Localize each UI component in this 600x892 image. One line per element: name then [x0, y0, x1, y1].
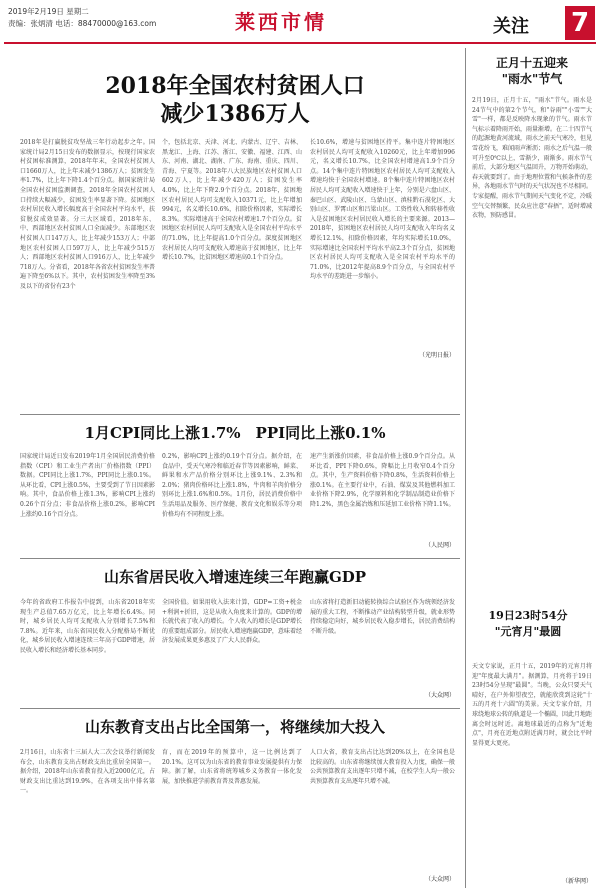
- income-headline: 山东省居民收入增速连续三年跑赢GDP: [103, 568, 367, 586]
- page-number: 7: [565, 6, 595, 40]
- income-col1: 今年的省政府工作报告中提到，山东省2018年实现生产总值7.65万亿元，比上年增长6.4%。同时，城乡居民人均可支配收入分别增长7.5%和7.8%。近年来，山东省国民收入分配格局不断优化，城乡居民收入增速连续三年高于GDP增速，居民收入增长和经济增长基本同步。: [20, 599, 155, 654]
- poverty-col1: 2018年是打赢脱贫攻坚战三年行动起步之年。国家统计局2月15日发布的数据显示，按现行国家农村贫困标准测算，2018年年末，全国农村贫困人口1660万人，比上年末减少1386万人；贫困发生率1.7%，比上年下降1.4个百分点。据国家统计局全国农村贫困监测调查，2018年全国农村贫困人口持续大幅减少，贫困发生率显著下降。贫困地区农村居民收入增长幅度高于全国农村平均水平，扶贫脱贫成效显著。分三大区域看，2018年东、中、西部地区农村贫困人口全面减少。东部地区农村贫困人口147万人，比上年减少153万人；中部地区农村贫困人口597万人，比上年减少515万人；西部地区农村贫困人口916万人，比上年减少718万人。分省看，2018年各省农村贫困发生率普遍下降至6%以下。其中，农村贫困发生率降至3%及以下的省份有23个: [20, 139, 155, 290]
- income-col3: 山东省将打造新旧动能转换综合试验区作为统领经济发展的重大工程，不断推动产业结构转型升级，就业形势持续稳定向好，城乡居民收入稳步增长，居民消费结构不断升级。: [310, 599, 455, 635]
- masthead: 莱西市情: [235, 10, 327, 34]
- edu-source: （大众网）: [424, 876, 455, 883]
- editor-info: 责编：张炳清 电话：88470000@163.com: [8, 19, 157, 28]
- rain-headline-line1: 正月十五迎来: [495, 56, 568, 70]
- cpi-col1: 国家统计局近日发布2019年1月全国居民消费价格指数（CPI）和工业生产者出厂价格指数（PPI）数据。CPI同比上涨1.7%，PPI同比上涨0.1%。从环比看，CPI上涨0.5%，主要受到了节日因素影响。其中，食品价格上涨1.3%，影响CPI上涨约0.26个百分点；非食品价格上涨0.2%，影响CPI上涨约0.16个百分点。: [20, 453, 155, 518]
- rain-body: 2月19日，正月十五，"雨水"节气。雨水是24节气中的第2个节气，和"谷雨""小雪""大雪"一样，都是反映降水现象的节气。雨水节气标示着降雨开始，雨量渐增。在二十四节气的起源地黄河流域，雨水之前天气寒冷，但见雪花纷飞，难闻雨声淅沥；雨水之后气温一般可升至0℃以上，雪渐少，雨渐多。雨水节气前后，大部分地区气温回升，万物开始萌动，春天就要到了。由于地理位置和气候条件的差异，各地雨水节气时的天气状况也不尽相同。专家提醒，雨水节气期间天气变化不定，冷暖空气交替频繁，民众应注意"春捂"，适时增减衣物，预防感冒。: [472, 97, 592, 220]
- poverty-source: （光明日报）: [418, 352, 455, 359]
- moon-headline-line1: 19日23时54分: [488, 609, 568, 622]
- edu-col3: 人口大省，教育支出占比达到20%以上，在全国也是比较高的。山东省将继续加大教育投入力度，确保一般公共预算教育支出逐年只增不减，在校学生人均一般公共预算教育支出逐年只增不减。: [310, 749, 455, 785]
- moon-headline-line2: "元宵月"最圆: [494, 625, 562, 638]
- section-title: 关注: [493, 16, 529, 37]
- header-rule: [4, 42, 596, 44]
- poverty-col2: 个，包括北京、天津、河北、内蒙古、辽宁、吉林、黑龙江、上海、江苏、浙江、安徽、福建、江西、山东、河南、湖北、湖南、广东、海南、重庆、四川、青海、宁夏等。2018年八大民族地区农村贫困人口602万人，比上年减少420万人；贫困发生率4.0%，比上年下降2.9个百分点。2018年，贫困地区农村居民人均可支配收入10371元，比上年增加994元，名义增长10.6%，扣除价格因素，实际增长8.3%。实际增速高于全国农村增速1.7个百分点。贫困地区农村居民人均可支配收入是全国农村平均水平的71.0%，比上年提高1.0个百分点。深度贫困地区农村居民人均可支配收入增速高于贫困地区，比上年增长10.7%，比贫困地区增速高0.1个百分点。: [162, 139, 302, 262]
- section-rule: [20, 414, 460, 415]
- income-col2: 全国价值。如果用收入法来计算，GDP=工资+税金+利润+折旧，这是从收入角度来计算的。GDP的增长就代表了收入的增长。个人收入的增长是GDP增长的重要组成部分。居民收入增速跑赢GDP，意味着经济发展成果更多惠及了广大人民群众。: [162, 599, 302, 645]
- cpi-source: （人民网）: [424, 542, 455, 549]
- edu-col1: 2月16日，山东省十三届人大二次会议举行新闻发布会，山东教育支出占财政支出比重居全国第一。据介绍，2018年山东省教育投入近2000亿元，占财政支出比重达到19.9%，在各项支出中排名第一。: [20, 749, 155, 795]
- issue-date: 2019年2月19日 星期二: [8, 7, 89, 16]
- section-rule: [20, 708, 460, 709]
- rain-headline-line2: "雨水"节气: [501, 72, 563, 86]
- moon-body: 天文专家说，正月十五，2019年的元宵月将迎"年度最大满月"。据测算，月亮将于19日23时54分呈现"最圆"。当晚，公众只要天气晴好，在户外仰望夜空，就能欣赏到这轮"十五的月亮十六圆"的美景。天文专家介绍，月球绕地球公转的轨道是一个椭圆，因此月地距离会时远时近。离地球最近的点称为"近地点"，月亮在近地点附近满月时，就会比平时显得更大更亮。: [472, 663, 592, 747]
- rain-headline: [470, 55, 594, 87]
- income-source: （大众网）: [424, 692, 455, 699]
- poverty-col3: 长10.6%，增速与贫困地区持平。集中连片特困地区农村居民人均可支配收入10260元，比上年增加996元，名义增长10.7%，比全国农村增速高1.9个百分点。14个集中连片特困地区农村居民人均可支配收入增速均快于全国农村增速。8个集中连片特困地区农村居民人均可支配收入增速快于上年，分别是六盘山区、秦巴山区、武陵山区、乌蒙山区、滇桂黔石漠化区、大别山区、罗霄山区和吕梁山区。工资性收入和转移性收入是贫困地区农村居民收入增长的主要来源。2013—2018年，贫困地区农村居民人均可支配收入年均名义增长12.1%，扣除价格因素，年均实际增长10.0%，实际增速比全国农村平均水平高2.3个百分点，贫困地区农村居民人均可支配收入是全国农村平均水平的71.0%，比2012年提高8.9个百分点，与全国农村平均水平的差距进一步缩小。: [310, 139, 455, 281]
- cpi-headline: 1月CPI同比上涨1.7% PPI同比上涨0.1%: [84, 424, 386, 442]
- page-header: [0, 0, 600, 46]
- cpi-col3: 速产生新涨价因素，非食品价格上涨0.9个百分点。从环比看，PPI下降0.6%，降幅比上月收窄0.4个百分点。其中，生产资料价格下降0.8%，生活资料价格上涨0.1%。在主要行业中，石油、煤炭及其他燃料加工业价格下降2.9%，化学原料和化学制品制造业价格下降1.2%，黑色金属冶炼和压延加工业价格下降1.1%。: [310, 453, 455, 508]
- poverty-headline-line2: 减少1386万人: [160, 101, 310, 127]
- poverty-headline-line1: 2018年全国农村贫困人口: [105, 73, 365, 99]
- section-rule: [20, 558, 460, 559]
- moon-source: （新华网）: [561, 878, 592, 885]
- poverty-headline: [20, 72, 450, 128]
- edu-col2: 育，而在2019年的预算中，这一比例达到了20.1%。这可以为山东省的教育事业发展提供有力保障。据了解，山东省将统筹城乡义务教育一体化发展，加快推进学前教育普及普惠发展。: [162, 749, 302, 785]
- cpi-col2: 0.2%，影响CPI上涨约0.19个百分点。据介绍，在食品中，受天气寒冷和临近春节等因素影响，鲜菜、鲜果和水产品价格分别环比上涨9.1%、2.3%和2.0%；猪肉价格环比上涨1.8%，牛肉和羊肉价格分别环比上涨1.6%和0.5%。1月份，居民消费价格中生活用品及服务、医疗保健、教育文化和娱乐等分项价格均有不同程度上涨。: [162, 453, 302, 518]
- column-divider: [465, 48, 466, 888]
- edu-headline: 山东教育支出占比全国第一，将继续加大投入: [84, 718, 385, 736]
- moon-headline-box: [466, 608, 590, 656]
